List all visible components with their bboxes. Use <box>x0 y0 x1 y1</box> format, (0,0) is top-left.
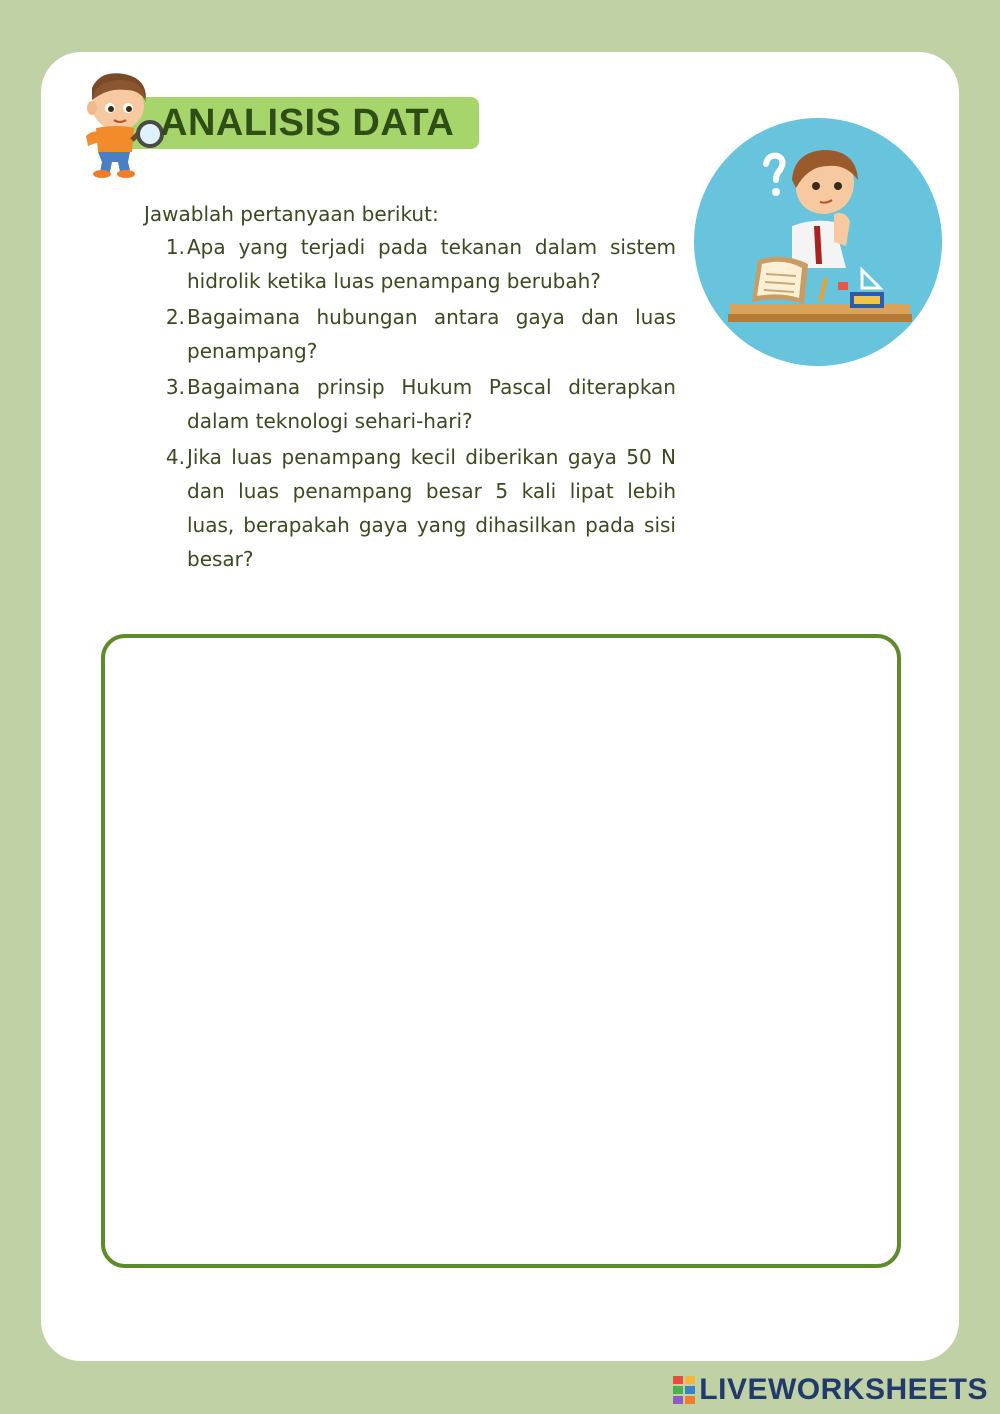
thinking-student-icon <box>694 118 944 368</box>
question-text: Jika luas penampang kecil diberikan gaya 50 N dan luas penampang besar 5 kali lipat lebih luas, berapakah gaya yang dihasilkan pada sisi besar? <box>187 445 676 571</box>
brand-footer <box>673 1372 988 1408</box>
question-text: Bagaimana hubungan antara gaya dan luas penampang? <box>187 305 676 363</box>
question-number: 1. <box>165 235 185 259</box>
list-item <box>144 300 676 368</box>
page-title: ANALISIS DATA <box>160 102 455 144</box>
question-text: Bagaimana prinsip Hukum Pascal diterapkan dalam teknologi sehari-hari? <box>187 375 676 433</box>
list-item <box>144 440 676 576</box>
list-item <box>144 230 676 298</box>
liveworksheets-logo-icon <box>673 1376 695 1404</box>
question-text: Apa yang terjadi pada tekanan dalam sistem hidrolik ketika luas penampang berubah? <box>187 235 676 293</box>
brand-name: LIVEWORKSHEETS <box>699 1373 988 1406</box>
kid-with-magnifier-icon <box>70 66 170 178</box>
list-item <box>144 370 676 438</box>
question-number: 2. <box>165 305 185 329</box>
instructions-text: Jawablah pertanyaan berikut: <box>144 202 439 226</box>
answer-textbox[interactable] <box>101 634 901 1268</box>
question-list <box>144 230 676 578</box>
question-number: 4. <box>165 445 185 469</box>
question-number: 3. <box>165 375 185 399</box>
